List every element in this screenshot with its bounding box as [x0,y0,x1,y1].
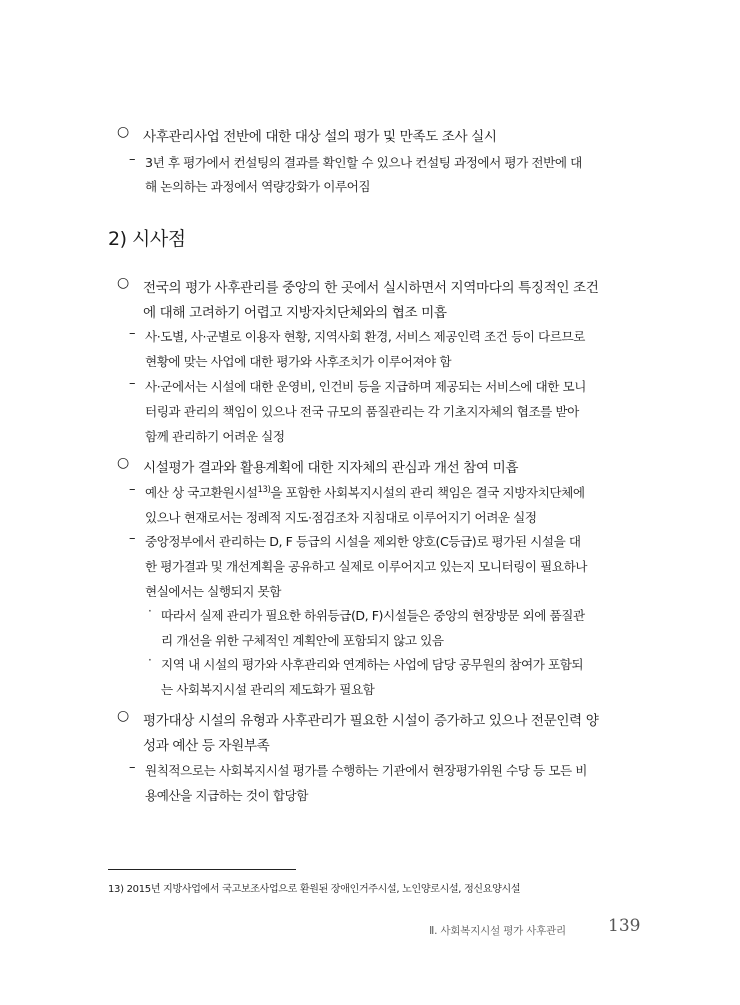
bullet-item: 사후관리사업 전반에 대한 대상 설의 평가 및 만족도 조사 실시 [143,129,497,145]
point-item-line: 리 개선을 위한 구체적인 계획안에 포함되지 않고 있음 [161,633,444,648]
sub-item-line: 함께 관리하기 어려운 실정 [145,429,285,444]
middle-dot-bullet-icon: · [148,604,152,618]
dash-bullet-icon: – [129,482,136,497]
dash-bullet-icon: – [129,531,136,546]
sub-item-line: 현황에 맞는 사업에 대한 평가와 사후조치가 이루어져야 함 [145,354,452,369]
sub-item-line: 용예산을 지급하는 것이 합당함 [145,788,308,803]
sub-item-line: 있으나 현재로서는 정례적 지도·점검조차 지침대로 이루어지기 어려운 실정 [145,510,537,525]
footnote-text: 2015년 지방사업에서 국고보조사업으로 환원된 장애인거주시설, 노인양로시설, 정신요양시설 [126,884,521,895]
dash-bullet-icon: – [129,760,136,775]
sub-item-line: 해 논의하는 과정에서 역량강화가 이루어짐 [145,179,371,194]
point-item-line: 지역 내 시설의 평가와 사후관리와 연계하는 사업에 담당 공무원의 참여가 포함되 [161,657,584,672]
bullet-item-line: 성과 예산 등 자원부족 [143,738,270,754]
circle-bullet-icon: ○ [117,275,130,291]
sub-item-line: 원칙적으로는 사회복지시설 평가를 수행하는 기관에서 현장평가위원 수당 등 모든 비 [145,763,588,778]
sub-item-line: 터링과 관리의 책임이 있으나 전국 규모의 품질관리는 각 기초지자체의 협조를 받아 [145,404,579,419]
bullet-item-line: 에 대해 고려하기 어렵고 지방자치단체와의 협조 미흡 [143,305,447,321]
page-number: 139 [608,916,641,936]
footnote [108,880,520,895]
section-heading: 2) 시사점 [108,228,186,250]
middle-dot-bullet-icon: · [148,653,152,667]
bullet-item-line: 평가대상 시설의 유형과 사후관리가 필요한 시설이 증가하고 있으나 전문인력 양 [143,713,599,729]
sub-item-line: 3년 후 평가에서 컨설팅의 결과를 확인할 수 있으나 컨설팅 과정에서 평가 전반에 대 [145,155,582,170]
footnote-number: 13) [108,884,124,895]
dash-bullet-icon: – [129,326,136,341]
circle-bullet-icon: ○ [117,708,130,724]
running-title: Ⅱ. 사회복지시설 평가 사후관리 [429,925,566,937]
sub-item-line [145,482,585,501]
sub-item-text: 예산 상 국고환원시설 [145,485,258,500]
circle-bullet-icon: ○ [117,455,130,471]
sub-item-line: 사·군에서는 시설에 대한 운영비, 인건비 등을 지급하며 제공되는 서비스에 대한 모니 [145,379,586,394]
circle-bullet-icon: ○ [117,124,130,140]
footnote-ref: 13) [257,484,271,495]
sub-item-line: 한 평가결과 및 개선계획을 공유하고 실제로 이루어지고 있는지 모니터링이 필요하나 [145,559,588,574]
point-item-line: 는 사회복지시설 관리의 제도화가 필요함 [161,682,375,697]
point-item-line: 따라서 실제 관리가 필요한 하위등급(D, F)시설들은 중앙의 현장방문 외에 품질관 [161,608,585,623]
sub-item-line: 사·도별, 사·군별로 이용자 현황, 지역사회 환경, 서비스 제공인력 조건 등이 다르므로 [145,329,585,344]
bullet-item-line: 전국의 평가 사후관리를 중앙의 한 곳에서 실시하면서 지역마다의 특징적인 조건 [143,280,599,296]
footnote-divider [108,869,296,870]
bullet-item-line: 시설평가 결과와 활용계획에 대한 지자체의 관심과 개선 참여 미흡 [143,460,519,476]
sub-item-line: 중앙정부에서 관리하는 D, F 등급의 시설을 제외한 양호(C등급)로 평가된 시설을 대 [145,534,581,549]
dash-bullet-icon: – [129,152,136,167]
dash-bullet-icon: – [129,376,136,391]
sub-item-line: 현실에서는 실행되지 못함 [145,584,281,599]
sub-item-text: 을 포함한 사회복지시설의 관리 책임은 결국 지방자치단체에 [270,485,585,500]
